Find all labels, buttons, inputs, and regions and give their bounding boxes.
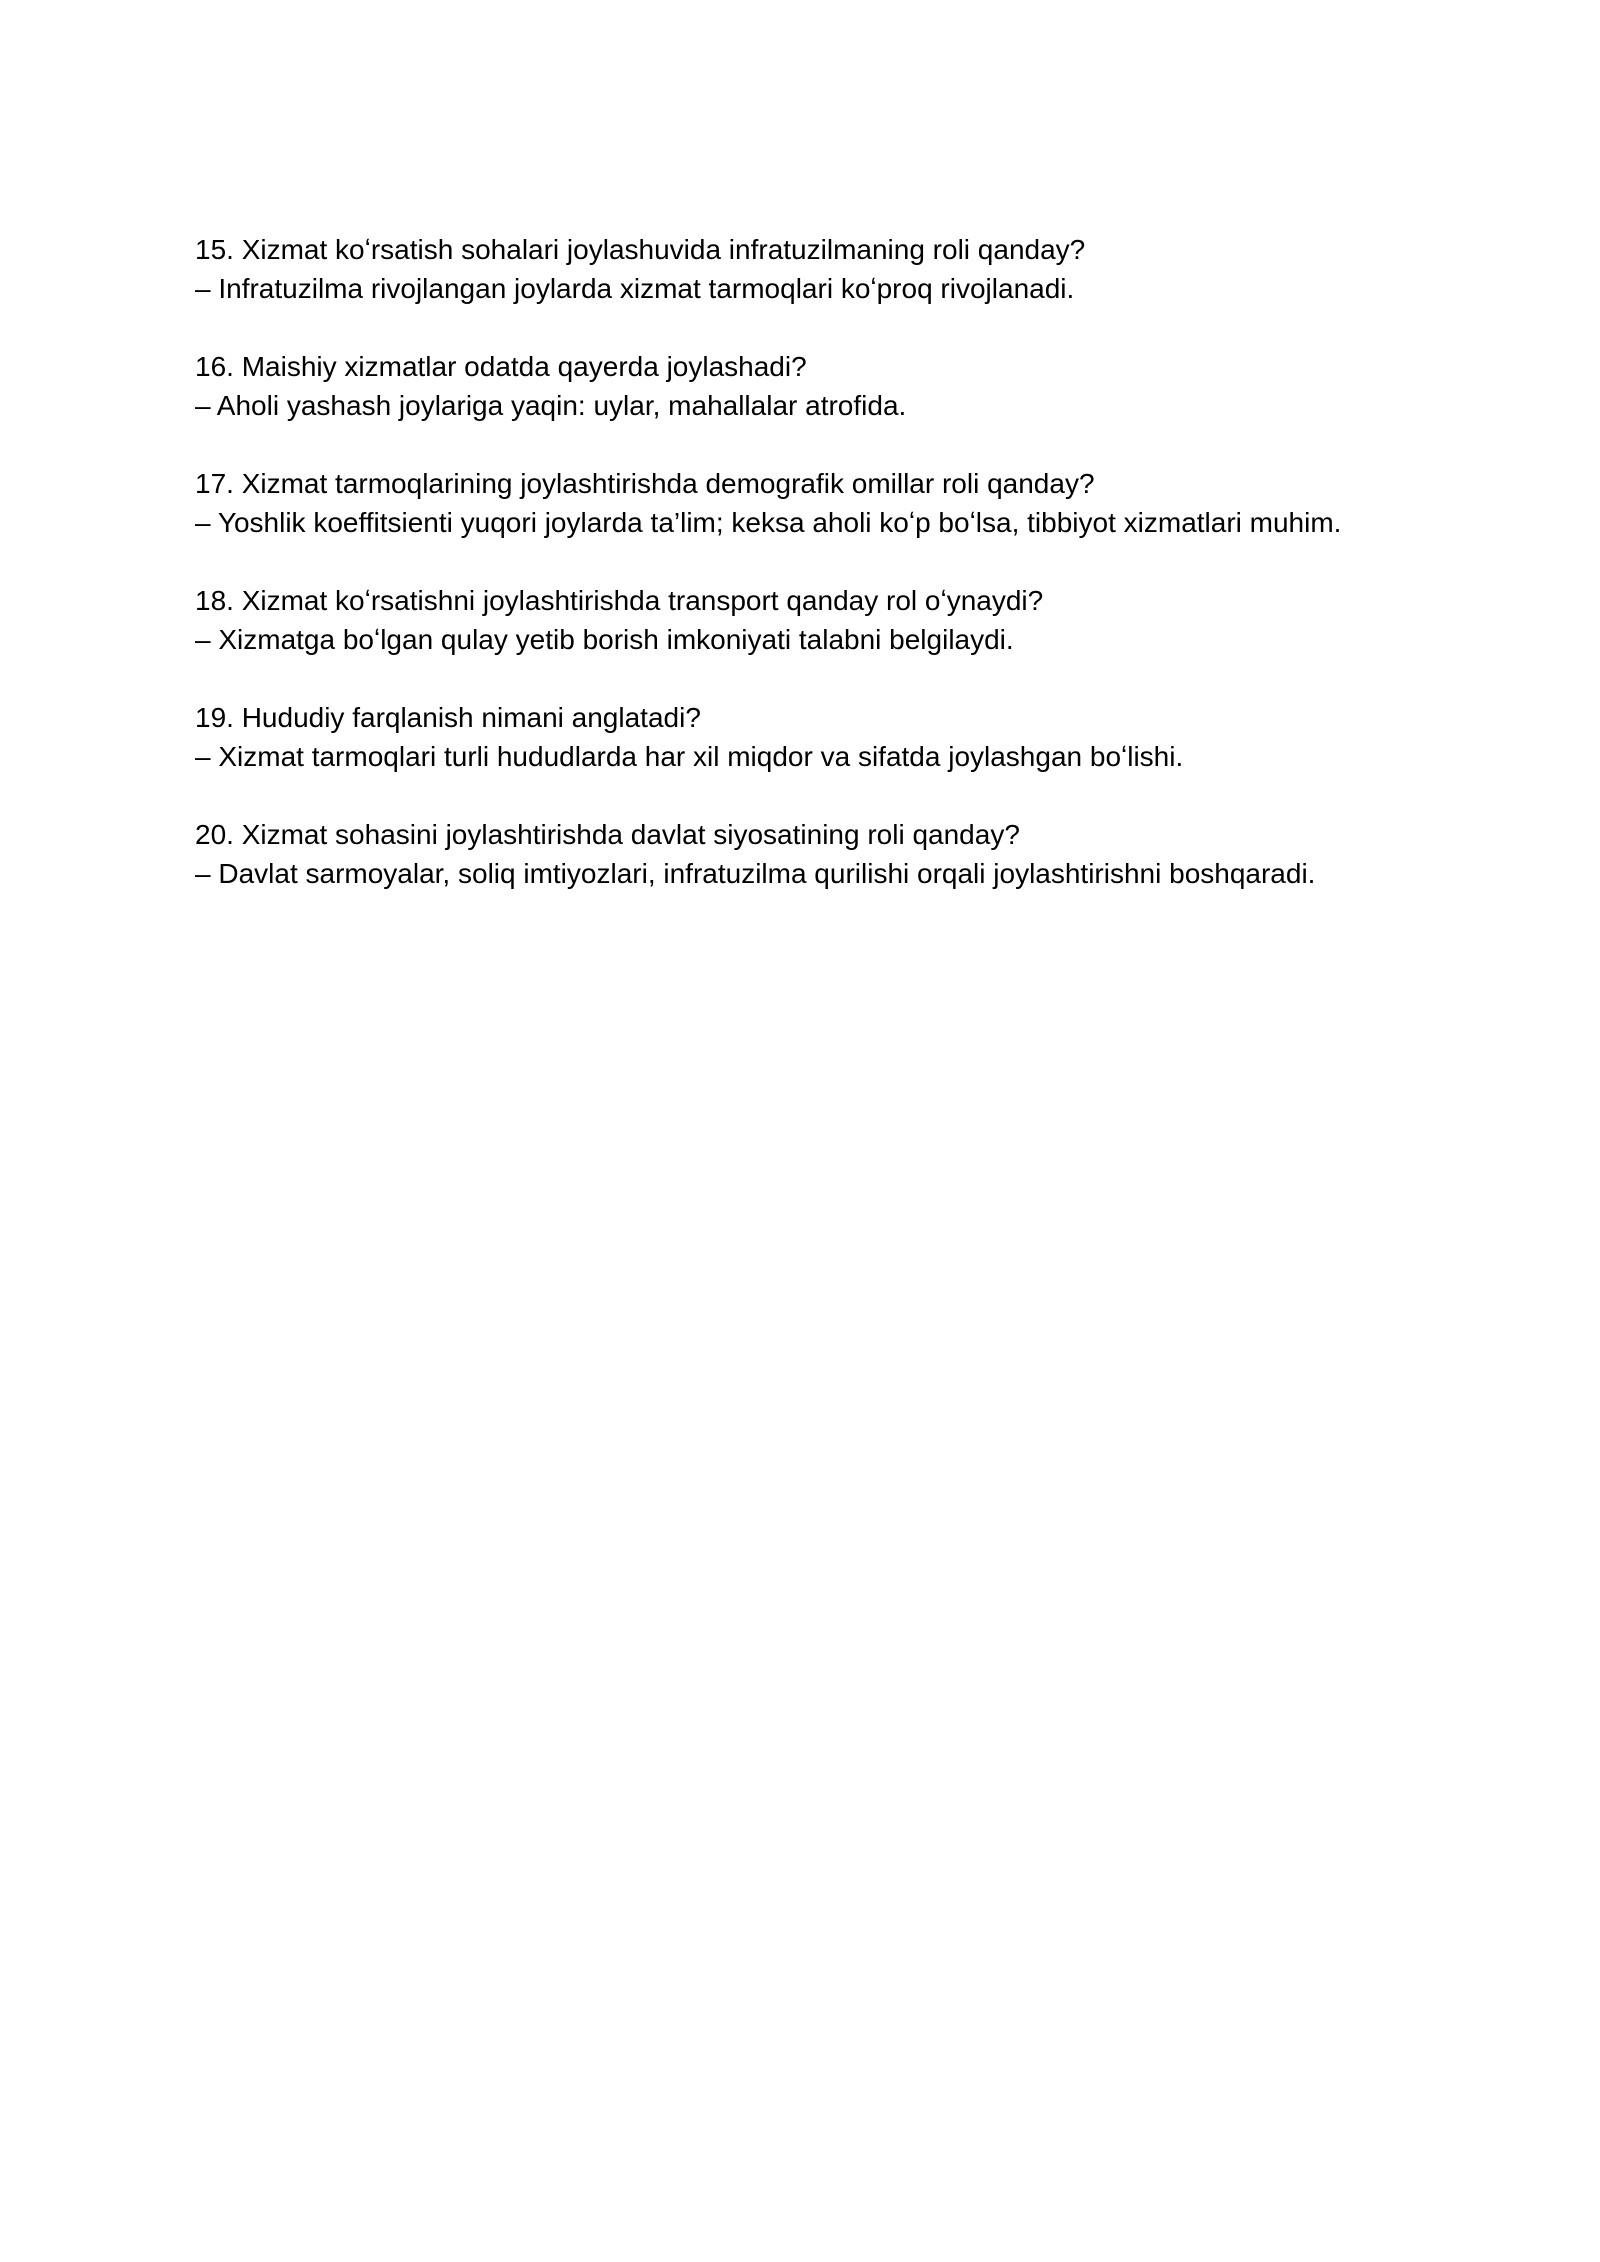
qa-item-17 [195, 464, 1415, 542]
answer-text: – Xizmat tarmoqlari turli hududlarda har xil miqdor va sifatda joylashgan boʻlishi. [195, 741, 1184, 772]
question-text: 18. Xizmat koʻrsatishni joylashtirishda transport qanday rol oʻynaydi? [195, 585, 1044, 616]
qa-item-16 [195, 347, 1415, 425]
qa-list [195, 230, 1415, 932]
question-text: 17. Xizmat tarmoqlarining joylashtirishda demografik omillar roli qanday? [195, 468, 1095, 499]
qa-item-18 [195, 581, 1415, 659]
qa-item-19 [195, 698, 1415, 776]
answer-text: – Xizmatga boʻlgan qulay yetib borish imkoniyati talabni belgilaydi. [195, 624, 1014, 655]
answer-text: – Yoshlik koeffitsienti yuqori joylarda ta’lim; keksa aholi koʻp boʻlsa, tibbiyot xizmatlari muhim. [195, 507, 1342, 538]
question-text: 16. Maishiy xizmatlar odatda qayerda joylashadi? [195, 351, 807, 382]
answer-text: – Davlat sarmoyalar, soliq imtiyozlari, infratuzilma qurilishi orqali joylashtirishni boshqaradi. [195, 858, 1316, 889]
qa-item-20 [195, 815, 1415, 893]
qa-item-15 [195, 230, 1415, 308]
question-text: 15. Xizmat koʻrsatish sohalari joylashuvida infratuzilmaning roli qanday? [195, 234, 1086, 265]
question-text: 20. Xizmat sohasini joylashtirishda davlat siyosatining roli qanday? [195, 819, 1020, 850]
question-text: 19. Hududiy farqlanish nimani anglatadi? [195, 702, 701, 733]
answer-text: – Infratuzilma rivojlangan joylarda xizmat tarmoqlari koʻproq rivojlanadi. [195, 273, 1075, 304]
answer-text: – Aholi yashash joylariga yaqin: uylar, mahallalar atrofida. [195, 390, 907, 421]
